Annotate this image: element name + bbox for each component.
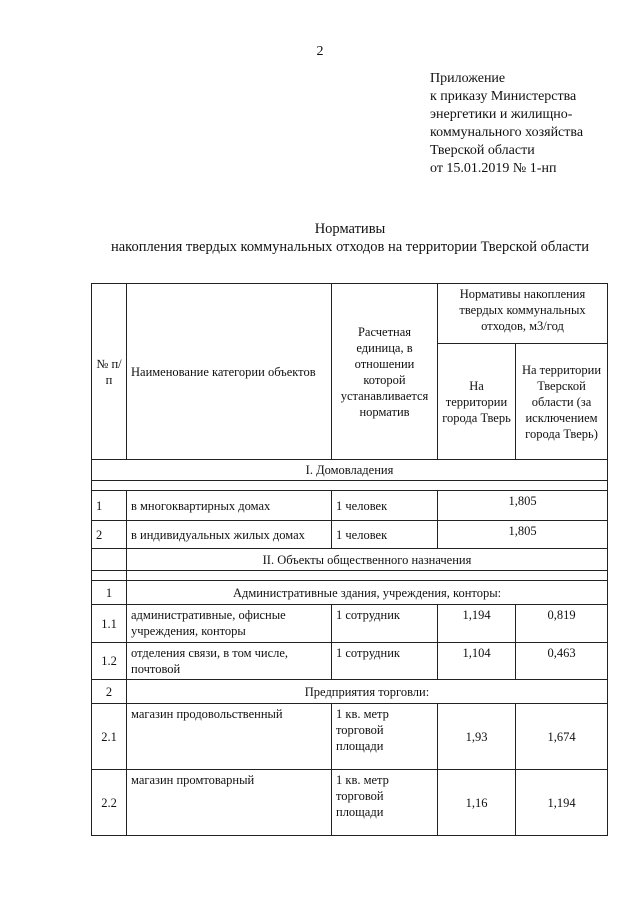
table-row [92,643,608,680]
row-unit: 1 сотрудник [332,605,438,643]
table-row [92,704,608,770]
group-row [92,680,608,704]
row-value-city: 1,194 [438,605,516,643]
row-value-region: 1,194 [516,770,608,836]
row-value-city: 1,93 [438,704,516,770]
row-num: 2.1 [92,704,127,770]
row-name: в индивидуальных жилых домах [127,521,332,549]
row-unit: 1 кв. метр торговой площади [332,704,438,770]
appendix-line: к приказу Министерства [430,89,577,104]
group-num: 2 [92,680,127,704]
row-num: 2 [92,521,127,549]
table-header-row [92,284,608,344]
appendix-block [430,70,583,178]
row-name: в многоквартирных домах [127,491,332,521]
section-row [92,549,608,571]
header-name: Наименование категории объектов [127,284,332,460]
row-unit: 1 кв. метр торговой площади [332,770,438,836]
group-title: Административные здания, учреждения, конторы: [127,581,608,605]
row-num: 2.2 [92,770,127,836]
row-value: 1,805 [438,521,608,549]
row-unit: 1 человек [332,521,438,549]
row-name: магазин промтоварный [127,770,332,836]
document-title [60,220,640,256]
header-unit: Расчетная единица, в отношении которой устанавливается норматив [332,284,438,460]
group-num: 1 [92,581,127,605]
row-num: 1.2 [92,643,127,680]
title-line-2: накопления твердых коммунальных отходов на территории Тверской области [110,239,590,255]
table-row [92,491,608,521]
norms-table [91,283,608,836]
section-row [92,460,608,481]
section-title: II. Объекты общественного назначения [127,549,608,571]
header-num: № п/п [92,284,127,460]
row-value: 1,805 [438,491,608,521]
row-value-city: 1,104 [438,643,516,680]
header-norms: Нормативы накопления твердых коммунальных отходов, м3/год [438,284,608,344]
page-number: 2 [316,44,324,59]
row-name: отделения связи, в том числе, почтовой [127,643,332,680]
row-name: магазин продовольственный [127,704,332,770]
row-value-city: 1,16 [438,770,516,836]
row-num: 1 [92,491,127,521]
appendix-line: энергетики и жилищно- [430,107,573,122]
row-value-region: 0,463 [516,643,608,680]
header-region: На территории Тверской области (за исключением города Тверь) [516,344,608,460]
row-name: административные, офисные учреждения, конторы [127,605,332,643]
appendix-line: Приложение [430,71,506,86]
title-line-1: Нормативы [314,221,386,237]
group-title: Предприятия торговли: [127,680,608,704]
table-row [92,770,608,836]
group-row [92,581,608,605]
table-row [92,605,608,643]
row-num: 1.1 [92,605,127,643]
appendix-line: от 15.01.2019 № 1-нп [430,161,557,176]
section-title: I. Домовладения [92,460,608,481]
row-value-region: 1,674 [516,704,608,770]
row-value-region: 0,819 [516,605,608,643]
appendix-line: Тверской области [430,143,535,158]
appendix-line: коммунального хозяйства [430,125,584,140]
table-row [92,521,608,549]
row-unit: 1 человек [332,491,438,521]
row-unit: 1 сотрудник [332,643,438,680]
header-city: На территории города Тверь [438,344,516,460]
